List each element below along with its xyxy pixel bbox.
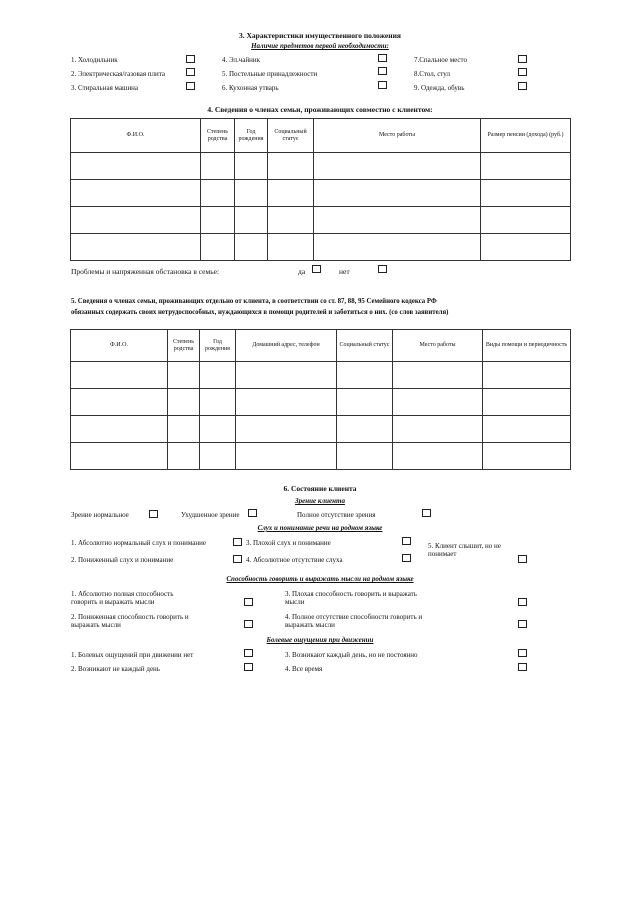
- table-row: [71, 389, 571, 416]
- hearing-normal-label: 1. Абсолютно нормальный слух и понимание: [71, 539, 206, 547]
- item-washer: 3. Стиральная машина: [71, 84, 139, 92]
- vision-none-label: Полное отсутствие зрения: [297, 511, 376, 519]
- checkbox-hearing-poor[interactable]: [402, 537, 411, 545]
- speech-reduced-label: 2. Пониженная способность говорить и выражать мысли: [71, 613, 189, 629]
- checkbox-washer[interactable]: [186, 82, 195, 90]
- checkbox-kettle[interactable]: [378, 54, 387, 62]
- separate-family-table: [70, 329, 571, 470]
- checkbox-kitchenware[interactable]: [378, 81, 387, 89]
- checkbox-speech-full[interactable]: [244, 598, 253, 606]
- family-problems-label: Проблемы и напряженная обстановка в семье:: [71, 267, 220, 276]
- speech-subtitle: Способность говорить и выражать мысли на родном языке: [226, 575, 414, 583]
- col-birth-year: Год рождения: [200, 330, 236, 362]
- speech-full-label: 1. Абсолютно полная способность говорить и выражать мысли: [71, 590, 174, 606]
- checkbox-problems-no[interactable]: [378, 265, 387, 273]
- checkbox-bed[interactable]: [518, 55, 527, 63]
- checkbox-pain-occasional[interactable]: [244, 663, 253, 671]
- col-birth-year: Год рождения: [235, 119, 268, 153]
- checkbox-pain-daily[interactable]: [518, 649, 527, 657]
- item-table: 8.Стол, стул: [414, 70, 450, 78]
- col-workplace: Место работы: [393, 330, 483, 362]
- pain-occasional-label: 2. Возникают не каждый день: [71, 665, 160, 673]
- col-fio: Ф.И.О.: [71, 330, 168, 362]
- item-stove: 2. Электрическая/газовая плита: [71, 70, 166, 78]
- checkbox-pain-always[interactable]: [518, 663, 527, 671]
- hearing-no-understanding-label: 5. Клиент слышит, но не понимает: [428, 542, 501, 558]
- section-5-title-line2: обязанных содержать своих нетрудоспособных, нуждающихся в помощи родителей и заботиться о них. (со слов заявителя): [71, 309, 449, 316]
- checkbox-hearing-reduced[interactable]: [233, 555, 242, 563]
- problems-yes-label: да: [298, 267, 306, 276]
- problems-no-label: нет: [339, 267, 350, 276]
- section-5-title-line1: 5. Сведения о членах семьи, проживающих отдельно от клиента, в соответствии со ст. 87, 88, 95 Семейного кодекса РФ: [71, 298, 437, 305]
- col-relation: Степень родства: [168, 330, 200, 362]
- checkbox-speech-none[interactable]: [518, 620, 527, 628]
- checkbox-fridge[interactable]: [186, 55, 195, 63]
- item-clothes: 9. Одежда, обувь: [414, 84, 465, 92]
- col-address-phone: Домашний адрес, телефон: [236, 330, 337, 362]
- col-relation: Степень родства: [201, 119, 235, 153]
- item-bedding: 5. Постельные принадлежности: [222, 70, 318, 78]
- col-pension: Размер пенсии (дохода) (руб.): [481, 119, 571, 153]
- checkbox-hearing-no-understanding[interactable]: [518, 555, 527, 563]
- table-row: [71, 153, 571, 180]
- checkbox-hearing-none[interactable]: [402, 554, 411, 562]
- vision-normal-label: Зрение нормальное: [71, 511, 129, 519]
- pain-daily-label: 3. Возникают каждый день, но не постоянно: [285, 651, 418, 659]
- table-row: [71, 443, 571, 470]
- col-social-status: Социальный статус: [268, 119, 314, 153]
- section-6-title: 6. Состояние клиента: [283, 484, 357, 493]
- section-3-subtitle: Наличие предметов первой необходимости:: [251, 42, 389, 50]
- pain-subtitle: Болевые ощущения при движении: [266, 636, 374, 644]
- section-4-title: 4. Сведения о членах семьи, проживающих совместно с клиентом:: [207, 105, 433, 114]
- speech-poor-label: 3. Плохая способность говорить и выражать мысли: [285, 590, 417, 606]
- vision-impaired-label: Ухудшенное зрение: [181, 511, 240, 519]
- checkbox-vision-none[interactable]: [422, 509, 431, 517]
- checkbox-problems-yes[interactable]: [312, 265, 321, 273]
- vision-subtitle: Зрение клиента: [295, 497, 345, 505]
- col-social-status: Социальный статус: [337, 330, 393, 362]
- pain-always-label: 4. Все время: [285, 665, 323, 673]
- col-fio: Ф.И.О.: [71, 119, 201, 153]
- checkbox-vision-impaired[interactable]: [248, 509, 257, 517]
- checkbox-clothes[interactable]: [518, 82, 527, 90]
- table-row: [71, 362, 571, 389]
- table-row: [71, 207, 571, 234]
- col-workplace: Место работы: [314, 119, 481, 153]
- hearing-poor-label: 3. Плохой слух и понимание: [246, 539, 331, 547]
- pain-none-label: 1. Болевых ощущений при движении нет: [71, 651, 194, 659]
- item-kettle: 4. Эл.чайник: [222, 56, 261, 64]
- checkbox-vision-normal[interactable]: [149, 510, 158, 518]
- hearing-reduced-label: 2. Пониженный слух и понимание: [71, 556, 174, 564]
- item-kitchenware: 6. Кухонная утварь: [222, 84, 279, 92]
- item-bed: 7.Спальное место: [414, 56, 467, 64]
- table-row: [71, 234, 571, 261]
- item-fridge: 1. Холодильник: [71, 56, 118, 64]
- checkbox-bedding[interactable]: [378, 67, 387, 75]
- table-row: [71, 180, 571, 207]
- hearing-none-label: 4. Абсолютное отсутствие слуха: [246, 556, 343, 564]
- checkbox-speech-poor[interactable]: [518, 598, 527, 606]
- table-row: [71, 416, 571, 443]
- checkbox-pain-none[interactable]: [244, 649, 253, 657]
- checkbox-hearing-normal[interactable]: [233, 538, 242, 546]
- section-3-title: 3. Характеристики имущественного положения: [239, 31, 401, 40]
- hearing-subtitle: Слух и понимание речи на родном языке: [257, 524, 383, 532]
- col-help-types: Виды помощи и периодичность: [483, 330, 571, 362]
- checkbox-stove[interactable]: [186, 68, 195, 76]
- checkbox-speech-reduced[interactable]: [244, 620, 253, 628]
- speech-none-label: 4. Полное отсутствие способности говорить и выражать мысли: [285, 613, 423, 629]
- cohabiting-family-table: [70, 118, 571, 261]
- checkbox-table[interactable]: [518, 68, 527, 76]
